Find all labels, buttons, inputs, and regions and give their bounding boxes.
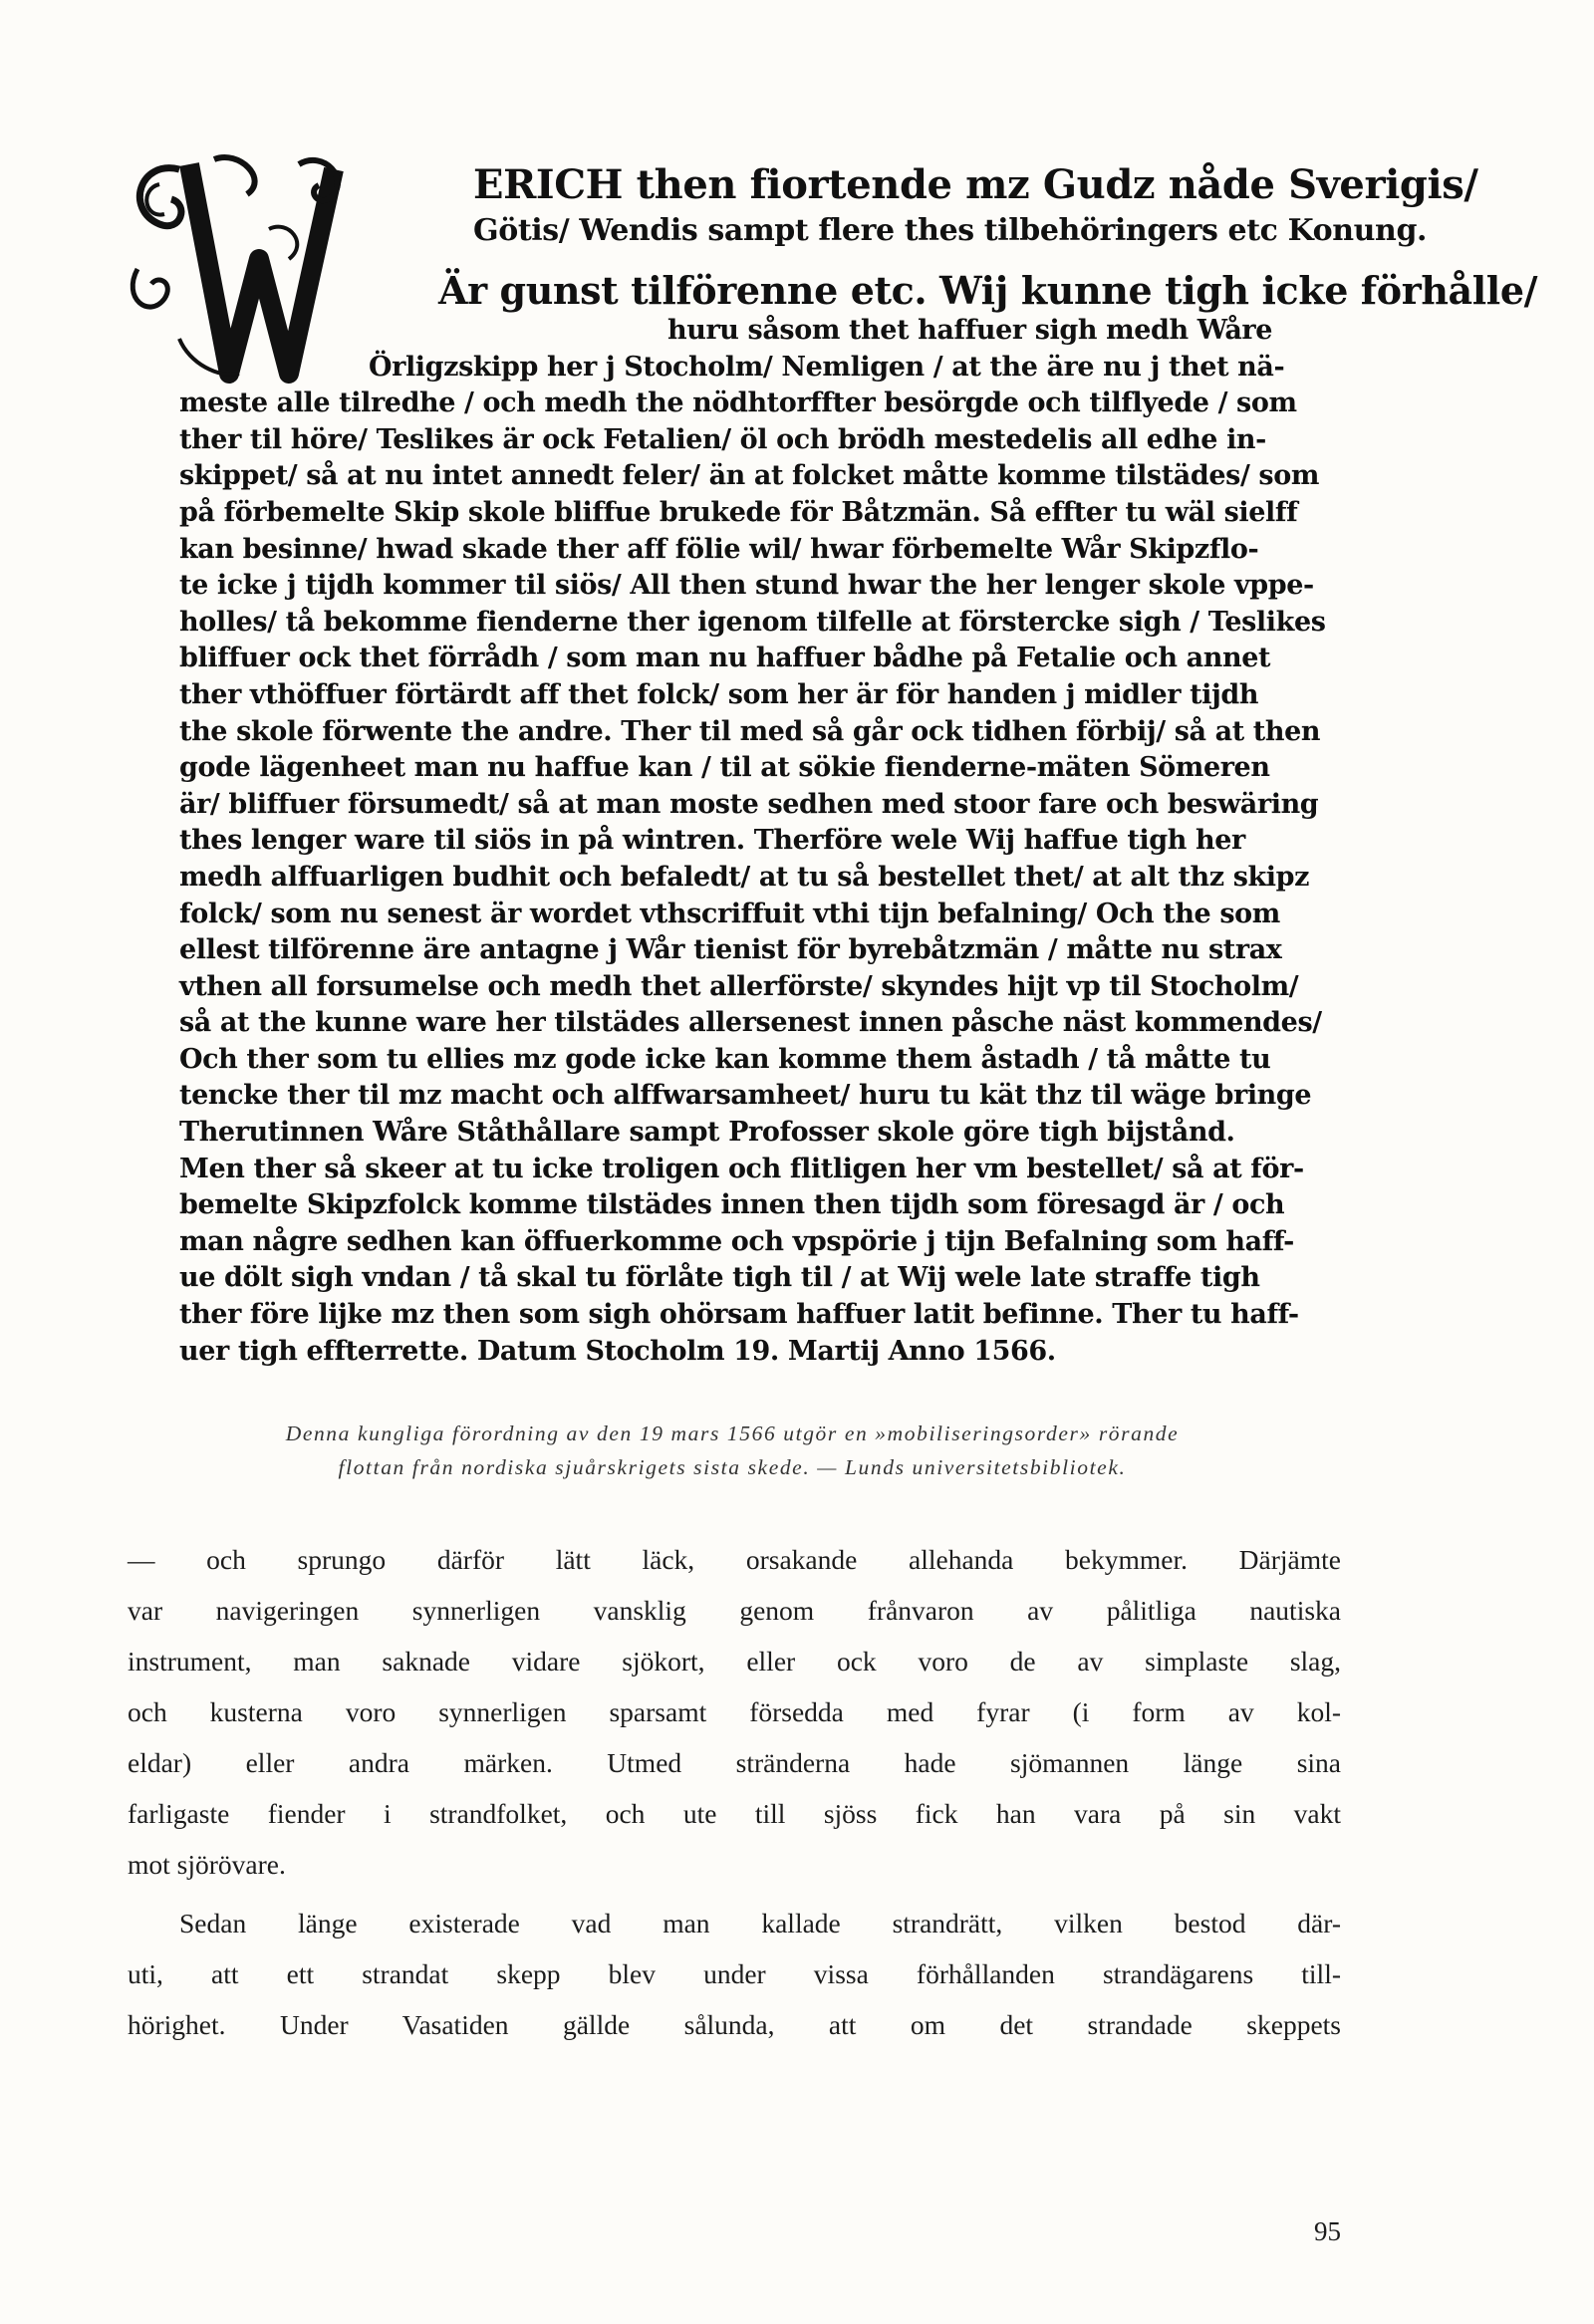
body-line: Sedan länge existerade vad man kallade strandrätt, vilken bestod där- xyxy=(179,1908,1341,1938)
decree-line: huru såsom thet haffuer sigh medh Wåre xyxy=(667,315,1273,346)
body-line: farligaste fiender i strandfolket, och ute till sjöss fick han vara på sin vakt xyxy=(128,1798,1341,1829)
decree-line: uer tigh effterrette. Datum Stocholm 19. Martij Anno 1566. xyxy=(179,1335,1056,1367)
decree-line: på förbemelte Skip skole bliffue brukede för Båtzmän. Så effter tu wäl sielff xyxy=(179,496,1298,528)
decree-line: ther vthöffuer förtärdt aff thet folck/ som her är för handen j midler tijdh xyxy=(179,678,1259,710)
body-line: mot sjörövare. xyxy=(128,1849,286,1880)
figure-caption xyxy=(120,1417,1345,1484)
decree-line: är/ bliffuer försumedt/ så at man moste sedhen med stoor fare och beswäring xyxy=(179,788,1319,820)
decree-line: ellest tilförenne äre antagne j Wår tienist för byrebåtzmän / måtte nu strax xyxy=(179,934,1282,966)
decree-line: meste alle tilredhe / och medh the nödhtorffter besörgde och tilflyede / som xyxy=(179,387,1297,419)
decree-line: medh alffuarligen budhit och befaledt/ at tu så bestellet thet/ at alt thz skipz xyxy=(179,861,1310,893)
decree-line: man någre sedhen kan öffuerkomme och vpspörie j tijn Befalning som haff- xyxy=(179,1225,1294,1257)
caption-line: Denna kungliga förordning av den 19 mars 1566 utgör en »mobiliseringsorder» rörande xyxy=(285,1421,1180,1445)
caption-line: flottan från nordiska sjuårskrigets sista skede. — Lunds universitetsbibliotek. xyxy=(338,1455,1127,1479)
body-line: instrument, man saknade vidare sjökort, eller ock voro de av simplaste slag, xyxy=(128,1646,1341,1677)
decree-line: holles/ tå bekomme fienderne ther igenom tilfelle at förstercke sigh / Teslikes xyxy=(179,606,1326,638)
decree-heading xyxy=(473,159,1478,251)
body-text xyxy=(128,1534,1341,2050)
decree-line: så at the kunne ware her tilstädes allersenest innen påsche näst kommendes/ xyxy=(179,1007,1322,1039)
decree-line: ue dölt sigh vndan / tå skal tu förlåte tigh til / at Wij wele late straffe tigh xyxy=(179,1262,1260,1294)
decree-line: the skole förwente the andre. Ther til med så går ock tidhen förbij/ så at then xyxy=(179,715,1321,747)
decree-line: Men ther så skeer at tu icke troligen och flitligen her vm bestellet/ så at för- xyxy=(179,1153,1304,1184)
decree-line: folck/ som nu senest är wordet vthscriffuit vthi tijn befalning/ Och the som xyxy=(179,898,1280,929)
decree-line: kan besinne/ hwad skade ther aff fölie wil/ hwar förbemelte Wår Skipzflo- xyxy=(179,533,1259,565)
decree-line: ther före lijke mz then som sigh ohörsam haffuer latit befinne. Ther tu haff- xyxy=(179,1299,1299,1331)
decree-heading-line: Götis/ Wendis sampt flere thes tilbehöringers etc Konung. xyxy=(473,213,1428,248)
decree-line: tencke ther til mz macht och alffwarsamheet/ huru tu kät thz til wäge bringe xyxy=(179,1080,1312,1112)
decree-heading-line: ERICH then fiortende mz Gudz nåde Sverigis/ xyxy=(473,161,1478,208)
body-line: uti, att ett strandat skepp blev under vissa förhållanden strandägarens till- xyxy=(128,1958,1341,1989)
decree-line: Therutinnen Wåre Ståthållare sampt Profosser skole göre tigh bijstånd. xyxy=(179,1117,1235,1149)
decree-facsimile xyxy=(120,149,1538,1385)
decree-text xyxy=(179,268,1538,1370)
decree-line: bliffuer ock thet förrådh / som man nu haffuer bådhe på Fetalie och annet xyxy=(179,643,1271,674)
decree-line: Örligzskipp her j Stocholm/ Nemligen / at the äre nu j thet nä- xyxy=(369,351,1285,383)
body-line: var navigeringen synnerligen vansklig genom frånvaron av pålitliga nautiska xyxy=(128,1595,1341,1626)
decree-line: thes lenger ware til siös in på wintren. Therföre wele Wij haffue tigh her xyxy=(179,825,1245,857)
decree-line: te icke j tijdh kommer til siös/ All then stund hwar the her lenger skole vppe- xyxy=(179,570,1314,602)
decree-line: skippet/ så at nu intet annedt feler/ än at folcket måtte komme tilstädes/ som xyxy=(179,460,1319,492)
body-line: hörighet. Under Vasatiden gällde sålunda, att om det strandade skeppets xyxy=(128,2009,1341,2040)
decree-line: Är gunst tilförenne etc. Wij kunne tigh icke förhålle/ xyxy=(438,268,1538,313)
page-number: 95 xyxy=(1314,2216,1341,2246)
decree-line: vthen all forsumelse och medh thet allerförste/ skyndes hijt vp til Stocholm/ xyxy=(179,970,1299,1002)
body-line: och kusterna voro synnerligen sparsamt försedda med fyrar (i form av kol- xyxy=(128,1696,1341,1727)
decree-line: bemelte Skipzfolck komme tilstädes innen then tijdh som föresagd är / och xyxy=(179,1189,1285,1221)
decree-line: ther til höre/ Teslikes är ock Fetalien/ öl och brödh mestedelis all edhe in- xyxy=(179,423,1266,455)
decree-line: gode lägenheet man nu haffue kan / til at sökie fienderne-mäten Sömeren xyxy=(179,752,1270,784)
decree-line: Och ther som tu ellies mz gode icke kan komme them åstadh / tå måtte tu xyxy=(179,1043,1271,1075)
body-line: eldar) eller andra märken. Utmed stränderna hade sjömannen länge sina xyxy=(128,1747,1341,1778)
body-line: — och sprungo därför lätt läck, orsakande allehanda bekymmer. Därjämte xyxy=(128,1544,1341,1575)
